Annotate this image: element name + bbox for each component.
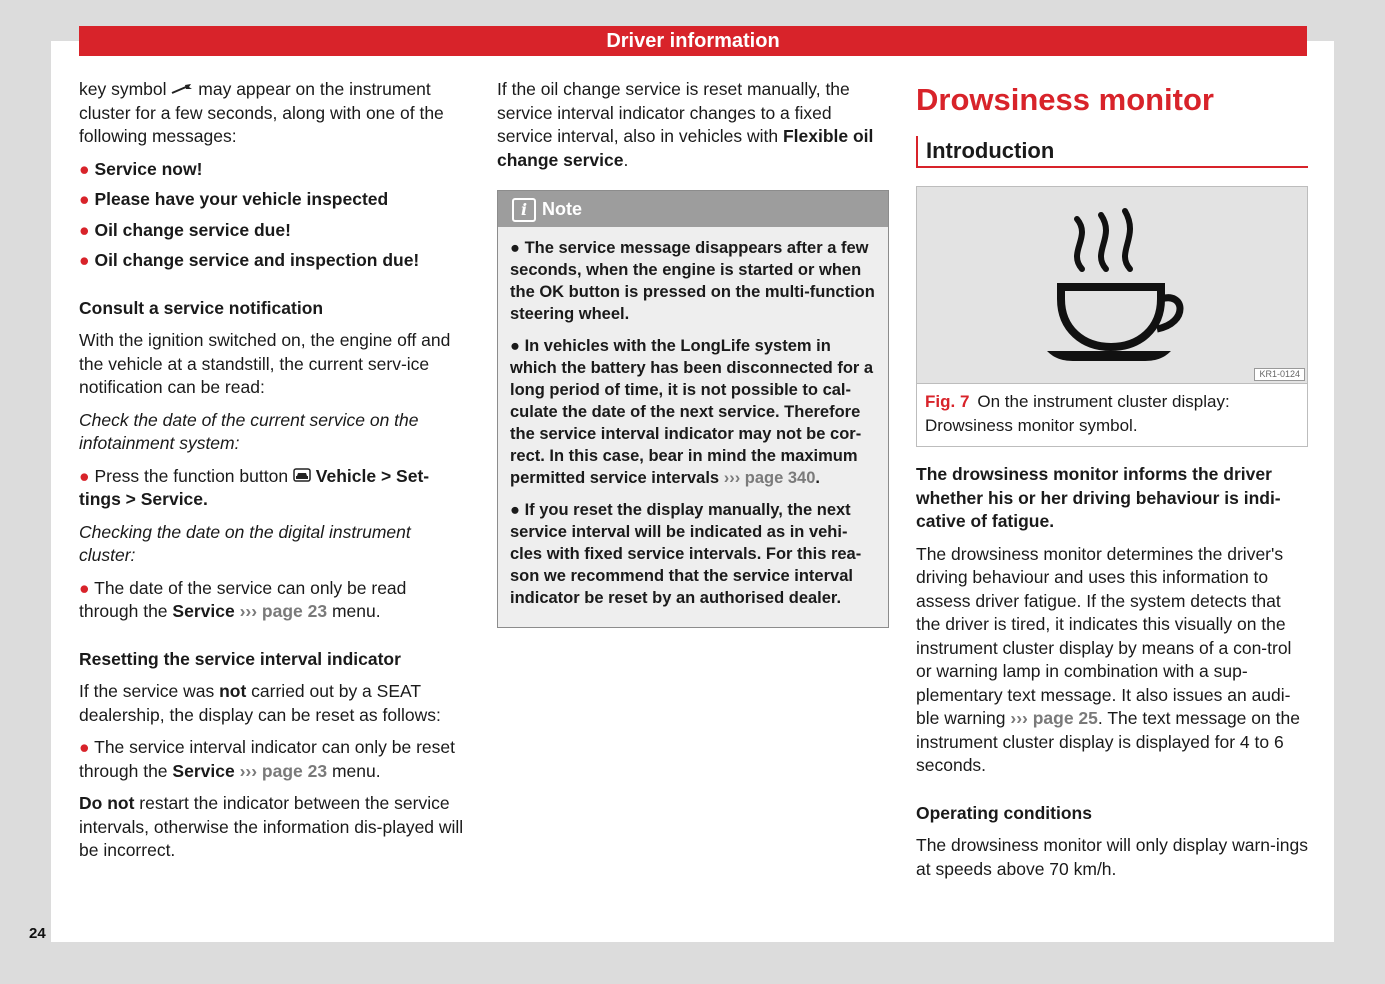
operating-text: The drowsiness monitor will only display warn-ings at speeds above 70 km/h.	[916, 835, 1308, 879]
car-menu-icon	[293, 466, 311, 486]
reset-bullet-text: The service interval indicator can only be reset through the	[79, 737, 455, 781]
figure-caption	[917, 384, 1307, 446]
flexible-oil-label: Flexible oil change service	[497, 126, 874, 170]
message-item: ● Please have your vehicle inspected	[79, 189, 389, 209]
service-menu-label: Service	[172, 760, 235, 781]
press-text: Press the function button	[94, 465, 289, 486]
oil-change-paragraph	[497, 78, 889, 172]
note-text: The service message disappears after a few seconds, when the engine is started or when the OK button is pressed on the multi-function steering wheel.	[510, 239, 875, 323]
operating-heading: Operating conditions	[916, 802, 1092, 823]
section-title: Drowsiness monitor	[916, 82, 1214, 117]
reset-bullet-end: menu.	[331, 760, 381, 781]
message-item: ● Service now!	[79, 158, 203, 179]
note-text: In vehicles with the LongLife system in which the battery has been disconnected for a long period of time, it is not possible to cal-culate the date of the next service. Therefore the service interval indicator may not be cor-rect. In this case, bear in mind the maximum permitted service intervals	[510, 337, 874, 487]
reset-text-a: If the service was	[79, 681, 215, 701]
body-paragraph	[916, 543, 1308, 778]
checking-digital-text: Checking the date on the digital instrument cluster:	[79, 521, 411, 565]
figure	[916, 186, 1308, 447]
figure-code: KR1-0124	[1254, 368, 1305, 381]
figure-label: Fig. 7	[925, 392, 970, 411]
header-title: Driver information	[79, 26, 1307, 56]
donot-rest: restart the indicator between the service intervals, otherwise the information dis-played will be incorrect.	[79, 793, 464, 860]
note-item: ● In vehicles with the LongLife system in which the battery has been disconnected for a long period of time, it is not possible to cal-culate the date of the next service. Therefore the service interval indicator may not be cor-rect. In this case, bear in mind the maximum permitted service intervals ››› page 340.	[510, 337, 874, 487]
page-23-link[interactable]: ››› page 23	[239, 760, 328, 781]
page-number: 24	[29, 925, 46, 942]
info-icon: i	[512, 198, 536, 222]
date-read-item: ● The date of the service can only be read through the Service ››› page 23 menu.	[79, 577, 407, 621]
consult-text: With the ignition switched on, the engine off and the vehicle at a standstill, the current serv-ice notification can be read:	[79, 330, 451, 397]
message-text: Oil change service and inspection due!	[94, 250, 420, 270]
intro-text-b: may appear on the instrument cluster for a few seconds, along with one of the following messages:	[79, 79, 444, 146]
note-item: ● The service message disappears after a few seconds, when the engine is started or when the OK button is pressed on the multi-function steering wheel.	[510, 239, 875, 323]
sub-title: Introduction	[916, 136, 1308, 168]
intro-text-a: key symbol	[79, 79, 167, 99]
message-text: Oil change service due!	[94, 219, 291, 240]
column-left	[79, 78, 467, 872]
note-title: Note	[542, 199, 582, 219]
lead-paragraph: The drowsiness monitor informs the driver whether his or her driving behaviour is indi-cative of fatigue.	[916, 464, 1281, 531]
page-340-link[interactable]: ››› page 340	[723, 469, 816, 487]
page-25-link[interactable]: ››› page 25	[1010, 708, 1098, 728]
figure-caption-text: On the instrument cluster display: Drowsiness monitor symbol.	[925, 392, 1230, 435]
key-icon	[171, 79, 193, 99]
note-text: If you reset the display manually, the next service interval will be indicated as in vehi-cles with fixed service intervals. For this rea-son we recommend that the service interval indicator be reset by an authorised dealer.	[510, 501, 862, 607]
intro-paragraph	[79, 78, 467, 149]
reset-text-b: carried out by a SEAT dealership, the display can be reset as follows:	[79, 681, 441, 725]
reset-not: not	[219, 681, 247, 701]
press-path-text: Vehicle > Set-tings > Service.	[79, 465, 430, 509]
note-body	[498, 227, 888, 627]
column-right	[916, 78, 1308, 890]
reset-heading: Resetting the service interval indicator	[79, 648, 401, 669]
body-text-a: The drowsiness monitor determines the driver's driving behaviour and uses this information to assess driver fatigue. If the system detects that the driver is tired, it indicates this visually on the instrument cluster display by means of a con-trol or warning lamp in combination with a sup-plementary text message. It also issues an audi-ble warning	[916, 543, 1292, 728]
date-read-text: The date of the service can only be read through the	[79, 577, 407, 621]
body-text-b: . The text message on the instrument cluster display is displayed for 4 to 6 seconds.	[916, 708, 1300, 775]
press-button-item: ● Press the function button Vehicle > Set-tings > Service.	[79, 465, 430, 509]
donot-bold: Do not	[79, 793, 135, 813]
message-item: ● Oil change service and inspection due!	[79, 250, 420, 270]
column-middle	[497, 78, 889, 628]
message-text: Service now!	[94, 158, 203, 179]
coffee-cup-icon	[917, 187, 1307, 383]
note-header	[498, 191, 888, 227]
check-infotainment-text: Check the date of the current service on the infotainment system:	[79, 409, 419, 453]
message-text: Please have your vehicle inspected	[94, 189, 389, 209]
consult-heading: Consult a service notification	[79, 297, 324, 318]
date-read-end: menu.	[331, 601, 381, 621]
donot-paragraph	[79, 792, 467, 863]
reset-bullet-item: ● The service interval indicator can only be reset through the Service ››› page 23 menu.	[79, 737, 455, 781]
note-item: ● If you reset the display manually, the next service interval will be indicated as in vehi-cles with fixed service intervals. For this rea-son we recommend that the service interval indicator be reset by an authorised dealer.	[510, 501, 862, 607]
page-23-link[interactable]: ››› page 23	[239, 601, 328, 621]
oil-text: If the oil change service is reset manually, the service interval indicator changes to a fixed service interval, also in vehicles with	[497, 79, 850, 146]
service-menu-label: Service	[172, 601, 235, 621]
reset-paragraph	[79, 680, 467, 727]
oil-end: .	[623, 149, 629, 170]
note-end: .	[815, 469, 820, 487]
figure-image	[917, 187, 1307, 384]
message-item: ● Oil change service due!	[79, 219, 291, 240]
note-box	[497, 190, 889, 628]
